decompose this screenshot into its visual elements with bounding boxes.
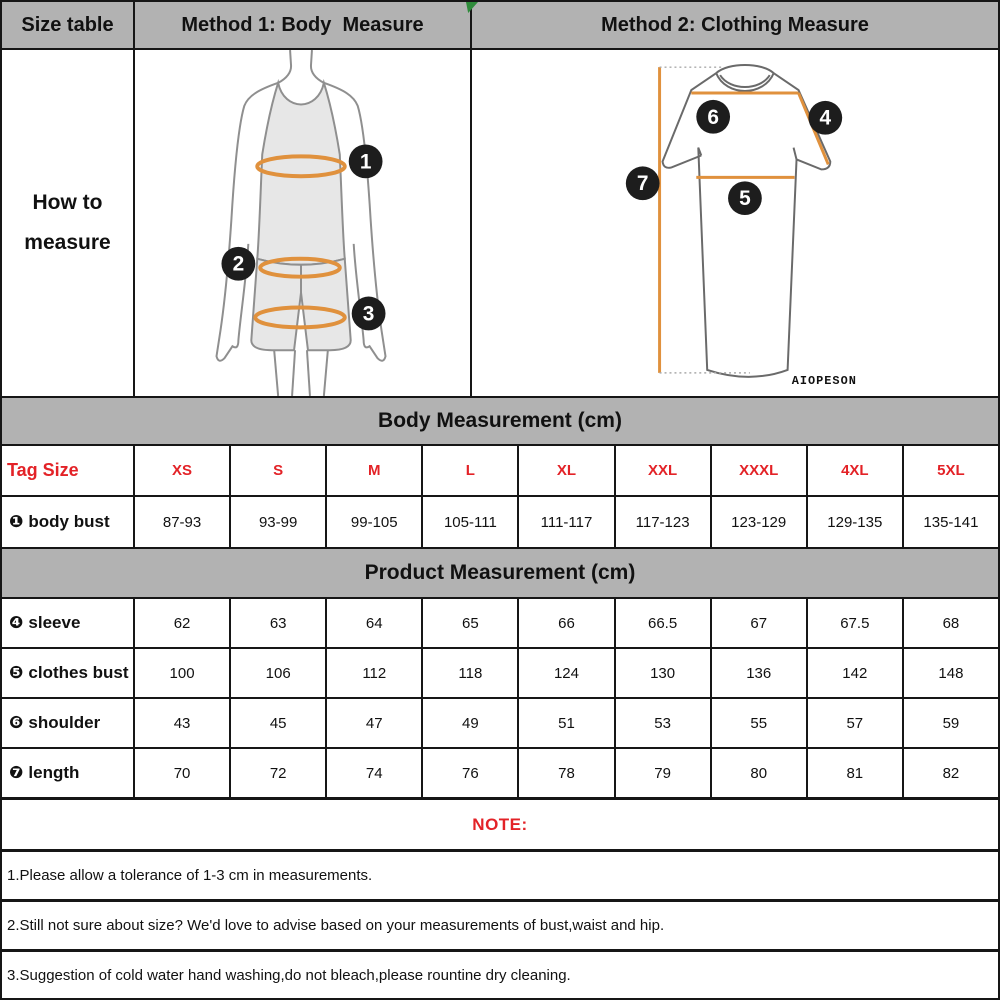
shirt-marker-6 <box>696 100 730 134</box>
cell-value: 106 <box>229 649 325 697</box>
body-marker-3 <box>352 297 386 331</box>
svg-text:4: 4 <box>819 106 832 130</box>
note-title: NOTE: <box>472 814 528 834</box>
cell-value: 79 <box>614 749 710 797</box>
cell-value: 93-99 <box>229 497 325 547</box>
cell-value: 82 <box>902 749 998 797</box>
cell-value: 87-93 <box>133 497 229 547</box>
cell-value: 117-123 <box>614 497 710 547</box>
note-row-3 <box>2 949 998 998</box>
brand-text: AIOPESON <box>791 373 857 388</box>
method2-header: Method 2: Clothing Measure <box>470 2 998 48</box>
cell-value: 65 <box>421 599 517 647</box>
body-marker-1 <box>349 144 383 178</box>
svg-text:6: 6 <box>707 105 719 129</box>
tshirt-figure-icon <box>472 50 998 396</box>
cell-value: 80 <box>710 749 806 797</box>
cell-value: 51 <box>517 699 613 747</box>
cell-value: 66.5 <box>614 599 710 647</box>
cell-value: 66 <box>517 599 613 647</box>
circled-4-icon: ❹ <box>9 613 24 633</box>
row-label-sleeve: ❹ sleeve <box>9 613 81 633</box>
table-row-shoulder <box>2 697 998 747</box>
body-measurement-bar <box>2 396 998 444</box>
method1-header: Method 1: Body Measure <box>133 2 470 48</box>
cell-value: 78 <box>517 749 613 797</box>
note-title-row <box>2 797 998 849</box>
cell-value: 55 <box>710 699 806 747</box>
cell-value: 111-117 <box>517 497 613 547</box>
cell-value: 43 <box>133 699 229 747</box>
cell-value: 142 <box>806 649 902 697</box>
cell-value: 81 <box>806 749 902 797</box>
table-row-length <box>2 747 998 797</box>
circled-7-icon: ❼ <box>9 763 24 783</box>
cell-value: 67 <box>710 599 806 647</box>
note-text-1: 1.Please allow a tolerance of 1-3 cm in measurements. <box>7 867 373 884</box>
table-header-row <box>2 2 998 48</box>
size-header: L <box>421 446 517 495</box>
shirt-marker-4 <box>808 101 842 135</box>
illustration-row <box>2 48 998 396</box>
circled-6-icon: ❻ <box>9 713 24 733</box>
svg-text:5: 5 <box>739 187 751 211</box>
cell-value: 148 <box>902 649 998 697</box>
row-label-clothes-bust: ❺ clothes bust <box>9 663 129 683</box>
size-header: XXXL <box>710 446 806 495</box>
table-row-clothes-bust <box>2 647 998 697</box>
shirt-marker-7 <box>626 166 660 200</box>
table-row-sleeve <box>2 597 998 647</box>
cell-value: 45 <box>229 699 325 747</box>
product-measurement-title: Product Measurement (cm) <box>364 561 636 584</box>
how-to-line2: measure <box>24 231 111 254</box>
svg-text:1: 1 <box>359 150 372 174</box>
circled-1-icon: ❶ <box>9 512 24 532</box>
size-header: XXL <box>614 446 710 495</box>
size-header: 4XL <box>806 446 902 495</box>
svg-text:2: 2 <box>232 252 245 276</box>
how-to-measure-cell <box>2 50 133 396</box>
table-row-body-bust <box>2 495 998 547</box>
cell-value: 68 <box>902 599 998 647</box>
cell-value: 63 <box>229 599 325 647</box>
note-row-2 <box>2 899 998 949</box>
cell-value: 53 <box>614 699 710 747</box>
cell-value: 49 <box>421 699 517 747</box>
cell-value: 74 <box>325 749 421 797</box>
cell-value: 112 <box>325 649 421 697</box>
cell-value: 70 <box>133 749 229 797</box>
cell-value: 130 <box>614 649 710 697</box>
body-measure-illustration <box>133 50 470 396</box>
cell-value: 76 <box>421 749 517 797</box>
cell-value: 135-141 <box>902 497 998 547</box>
product-measurement-bar <box>2 547 998 597</box>
note-row-1 <box>2 849 998 899</box>
size-header: 5XL <box>902 446 998 495</box>
cell-value: 123-129 <box>710 497 806 547</box>
cell-value: 67.5 <box>806 599 902 647</box>
size-header: XL <box>517 446 613 495</box>
cell-value: 100 <box>133 649 229 697</box>
tag-size-row <box>2 444 998 495</box>
svg-text:3: 3 <box>362 302 375 326</box>
svg-text:7: 7 <box>636 172 649 196</box>
cell-value: 118 <box>421 649 517 697</box>
row-label-shoulder: ❻ shoulder <box>9 713 101 733</box>
cell-value: 72 <box>229 749 325 797</box>
body-marker-2 <box>221 247 255 281</box>
size-header: S <box>229 446 325 495</box>
body-measurement-title: Body Measurement (cm) <box>378 409 622 432</box>
shirt-marker-5 <box>728 181 762 215</box>
size-table-title: Size table <box>21 13 114 36</box>
cell-value: 105-111 <box>421 497 517 547</box>
note-text-3: 3.Suggestion of cold water hand washing,do not bleach,please rountine dry cleaning. <box>7 966 571 984</box>
size-header: M <box>325 446 421 495</box>
cell-value: 62 <box>133 599 229 647</box>
cell-value: 136 <box>710 649 806 697</box>
row-label-body-bust: ❶ body bust <box>9 512 110 532</box>
note-text-2: 2.Still not sure about size? We'd love to advise based on your measurements of bust,waist and hip. <box>7 917 665 934</box>
cell-value: 57 <box>806 699 902 747</box>
row-label-length: ❼ length <box>9 763 80 783</box>
size-header: XS <box>133 446 229 495</box>
cell-value: 129-135 <box>806 497 902 547</box>
cell-value: 124 <box>517 649 613 697</box>
cell-value: 64 <box>325 599 421 647</box>
circled-5-icon: ❺ <box>9 663 24 683</box>
cell-value: 99-105 <box>325 497 421 547</box>
cell-value: 59 <box>902 699 998 747</box>
body-figure-icon <box>135 50 470 396</box>
clothing-measure-illustration <box>470 50 998 396</box>
how-to-line1: How to <box>32 191 103 215</box>
tag-size-label: Tag Size <box>7 460 79 480</box>
cell-value: 47 <box>325 699 421 747</box>
